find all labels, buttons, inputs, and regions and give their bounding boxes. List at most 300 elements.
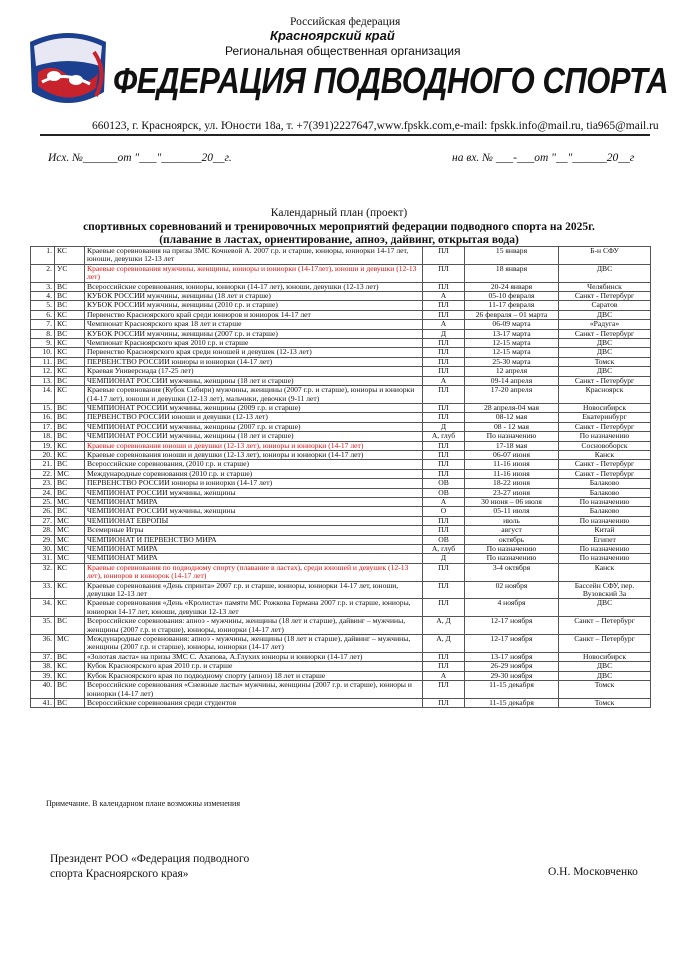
table-row bbox=[31, 339, 651, 348]
table-row bbox=[31, 507, 651, 516]
event-level: ВС bbox=[55, 652, 85, 661]
event-place: Санкт - Петербург bbox=[559, 329, 651, 338]
event-date: 18-22 июня bbox=[465, 479, 559, 488]
event-name: Всероссийские соревнования, юниоры, юниорки (14-17 лет), юноши, девушки (12-13 лет) bbox=[85, 282, 423, 291]
plan-subtitle-disciplines: (плавание в ластах, ориентирование, апноэ, дайвинг, открытая вода) bbox=[159, 234, 519, 246]
event-level: КС bbox=[55, 367, 85, 376]
event-place: «Радуга» bbox=[559, 320, 651, 329]
event-date: 11-16 июня bbox=[465, 469, 559, 478]
logo-emblem-icon bbox=[24, 22, 112, 118]
table-row bbox=[31, 292, 651, 301]
event-date: 08 - 12 мая bbox=[465, 422, 559, 431]
event-date: 23-27 июня bbox=[465, 488, 559, 497]
event-discipline: А bbox=[423, 292, 465, 301]
table-row bbox=[31, 488, 651, 497]
event-number: 35. bbox=[31, 617, 55, 635]
event-date: август bbox=[465, 526, 559, 535]
event-discipline: ПЛ bbox=[423, 301, 465, 310]
event-date: 11-15 декабря bbox=[465, 698, 559, 707]
event-date: По назначению bbox=[465, 554, 559, 563]
event-level: ВС bbox=[55, 681, 85, 699]
event-place: ДВС bbox=[559, 348, 651, 357]
event-place: По назначению bbox=[559, 497, 651, 506]
event-name: ЧЕМПИОНАТ РОССИИ мужчины, женщины (2009 г.р. и старше) bbox=[85, 403, 423, 412]
event-discipline: ПЛ bbox=[423, 563, 465, 581]
event-number: 8. bbox=[31, 329, 55, 338]
event-discipline: ПЛ bbox=[423, 413, 465, 422]
header-address: 660123, г. Красноярск, ул. Юности 18а, т. +7(391)2227647,www.fpskk.com,e-mail: fpskk.info@mail.ru, tia965@mail.ru bbox=[92, 120, 659, 132]
table-row bbox=[31, 422, 651, 431]
event-number: 34. bbox=[31, 599, 55, 617]
event-name: Всемирные Игры bbox=[85, 526, 423, 535]
table-row bbox=[31, 662, 651, 671]
event-number: 13. bbox=[31, 376, 55, 385]
event-name: ЧЕМПИОНАТ РОССИИ мужчины, женщины bbox=[85, 507, 423, 516]
event-place: Томск bbox=[559, 698, 651, 707]
event-name: ЧЕМПИОНАТ МИРА bbox=[85, 497, 423, 506]
event-level: ВС bbox=[55, 460, 85, 469]
event-name: Краевые соревнования мужчины, женщины, юниоры и юниорки (14-17лет), юноши и девушки (12-13 лет) bbox=[85, 264, 423, 282]
event-level: МС bbox=[55, 545, 85, 554]
event-discipline: ПЛ bbox=[423, 264, 465, 282]
table-row bbox=[31, 497, 651, 506]
event-level: ВС bbox=[55, 432, 85, 441]
event-name: Краевые соревнования (Кубок Сибири) мужчины, женщины (2007 г.р. и старше), юниоры и юниорки (14-17 лет), юноши и девушки (12-13 лет), мальчики, девочки (9-11 лет) bbox=[85, 386, 423, 404]
event-number: 7. bbox=[31, 320, 55, 329]
table-row bbox=[31, 413, 651, 422]
event-place: ДВС bbox=[559, 662, 651, 671]
event-date: 12-17 ноября bbox=[465, 617, 559, 635]
event-date: 06-09 марта bbox=[465, 320, 559, 329]
event-level: КС bbox=[55, 339, 85, 348]
table-row bbox=[31, 652, 651, 661]
event-number: 30. bbox=[31, 545, 55, 554]
event-place: Санкт – Петербург bbox=[559, 635, 651, 653]
event-place: По назначению bbox=[559, 432, 651, 441]
event-level: ВС bbox=[55, 698, 85, 707]
event-place: Саратов bbox=[559, 301, 651, 310]
event-place: Бассейн СФУ, пер. Вузовский 3а bbox=[559, 581, 651, 599]
event-number: 12. bbox=[31, 367, 55, 376]
event-level: МС bbox=[55, 516, 85, 525]
event-date: 25-30 марта bbox=[465, 357, 559, 366]
event-name: Чемпионат Красноярского края 18 лет и старше bbox=[85, 320, 423, 329]
table-row bbox=[31, 479, 651, 488]
event-number: 11. bbox=[31, 357, 55, 366]
event-discipline: Д bbox=[423, 329, 465, 338]
table-row bbox=[31, 554, 651, 563]
event-number: 31. bbox=[31, 554, 55, 563]
event-date: 08-12 мая bbox=[465, 413, 559, 422]
event-number: 6. bbox=[31, 310, 55, 319]
event-level: ВС bbox=[55, 488, 85, 497]
event-discipline: А, Д bbox=[423, 617, 465, 635]
event-level: КС bbox=[55, 662, 85, 671]
event-discipline: ОВ bbox=[423, 488, 465, 497]
event-name: ПЕРВЕНСТВО РОССИИ юниоры и юниорки (14-17 лет) bbox=[85, 357, 423, 366]
event-discipline: ПЛ bbox=[423, 681, 465, 699]
table-row bbox=[31, 376, 651, 385]
event-name: Краевые соревнования на призы ЗМС Кочневой А. 2007 г.р. и старше, юниоры, юниорки 14-17 лет, юноши, девушки 12-13 лет bbox=[85, 247, 423, 265]
event-number: 17. bbox=[31, 422, 55, 431]
event-number: 28. bbox=[31, 526, 55, 535]
event-discipline: А bbox=[423, 671, 465, 680]
event-number: 3. bbox=[31, 282, 55, 291]
event-date: 26-29 ноября bbox=[465, 662, 559, 671]
event-discipline: ПЛ bbox=[423, 403, 465, 412]
table-row bbox=[31, 460, 651, 469]
event-number: 19. bbox=[31, 441, 55, 450]
table-row bbox=[31, 671, 651, 680]
event-level: ВС bbox=[55, 282, 85, 291]
event-name: ЧЕМПИОНАТ РОССИИ мужчины, женщины (2007 г.р. и старше) bbox=[85, 422, 423, 431]
event-place: ДВС bbox=[559, 339, 651, 348]
event-place: Челябинск bbox=[559, 282, 651, 291]
event-discipline: ПЛ bbox=[423, 339, 465, 348]
event-place: ДВС bbox=[559, 310, 651, 319]
event-name: ЧЕМПИОНАТ МИРА bbox=[85, 554, 423, 563]
event-discipline: А bbox=[423, 320, 465, 329]
event-date: 06-07 июня bbox=[465, 450, 559, 459]
table-row bbox=[31, 535, 651, 544]
event-number: 26. bbox=[31, 507, 55, 516]
event-number: 41. bbox=[31, 698, 55, 707]
header-country: Российская федерация bbox=[290, 16, 401, 28]
event-discipline: А, глуб bbox=[423, 432, 465, 441]
outgoing-ref: Исх. №______от "___"_______20__г. bbox=[48, 152, 232, 164]
event-name: Международные соревнования: апноэ - мужчины, женщины (18 лет и старше), дайвинг – мужчины, женщины (2007 г.р. и старше), юниоры, юниорки (14-17 лет) bbox=[85, 635, 423, 653]
event-name: Краевые соревнования юноши и девушки (12-13 лет), юниоры и юниорки (14-17 лет) bbox=[85, 441, 423, 450]
event-place: Санкт - Петербург bbox=[559, 422, 651, 431]
event-date: 17-20 апреля bbox=[465, 386, 559, 404]
event-name: Краевая Универсиада (17-25 лет) bbox=[85, 367, 423, 376]
event-place: Томск bbox=[559, 681, 651, 699]
event-date: 13-17 марта bbox=[465, 329, 559, 338]
event-date: июль bbox=[465, 516, 559, 525]
event-level: КС bbox=[55, 563, 85, 581]
event-discipline: А, глуб bbox=[423, 545, 465, 554]
table-row bbox=[31, 469, 651, 478]
header-divider bbox=[40, 134, 650, 136]
event-level: КС bbox=[55, 450, 85, 459]
event-name: ПЕРВЕНСТВО РОССИИ юноши и девушки (12-13 лет) bbox=[85, 413, 423, 422]
event-place: Египет bbox=[559, 535, 651, 544]
header-region: Красноярский край bbox=[270, 28, 395, 43]
signature-position-line2: спорта Красноярского края» bbox=[50, 868, 189, 880]
table-row bbox=[31, 599, 651, 617]
event-number: 15. bbox=[31, 403, 55, 412]
event-number: 22. bbox=[31, 469, 55, 478]
event-level: КС bbox=[55, 441, 85, 450]
event-number: 9. bbox=[31, 339, 55, 348]
event-place: Б-н СФУ bbox=[559, 247, 651, 265]
event-name: КУБОК РОССИИ мужчины, женщины (18 лет и старше) bbox=[85, 292, 423, 301]
event-number: 40. bbox=[31, 681, 55, 699]
event-discipline: ПЛ bbox=[423, 450, 465, 459]
event-level: МС bbox=[55, 469, 85, 478]
event-level: МС bbox=[55, 497, 85, 506]
event-place: ДВС bbox=[559, 264, 651, 282]
event-place: ДВС bbox=[559, 599, 651, 617]
event-discipline: ПЛ bbox=[423, 441, 465, 450]
event-number: 38. bbox=[31, 662, 55, 671]
table-row bbox=[31, 698, 651, 707]
table-row bbox=[31, 617, 651, 635]
table-row bbox=[31, 264, 651, 282]
event-date: 05-10 февраля bbox=[465, 292, 559, 301]
event-name: Всероссийские соревнования среди студентов bbox=[85, 698, 423, 707]
event-name: Кубок Красноярского края 2010 г.р. и старше bbox=[85, 662, 423, 671]
table-row bbox=[31, 526, 651, 535]
table-row bbox=[31, 386, 651, 404]
event-place: Канск bbox=[559, 450, 651, 459]
event-name: Первенство Красноярского край среди юниоров и юниорок 14-17 лет bbox=[85, 310, 423, 319]
table-row bbox=[31, 441, 651, 450]
incoming-ref: на вх. № ___-___от "__"______20__г bbox=[452, 152, 635, 164]
event-name: КУБОК РОССИИ мужчины, женщины (2010 г.р. и старше) bbox=[85, 301, 423, 310]
event-date: По назначению bbox=[465, 545, 559, 554]
event-place: Красноярск bbox=[559, 386, 651, 404]
event-level: МС bbox=[55, 526, 85, 535]
event-name: Международные соревнования (2010 г.р. и старше) bbox=[85, 469, 423, 478]
event-level: ВС bbox=[55, 413, 85, 422]
event-number: 39. bbox=[31, 671, 55, 680]
event-name: ЧЕМПИОНАТ РОССИИ мужчины, женщины (18 лет и старше) bbox=[85, 376, 423, 385]
event-discipline: ПЛ bbox=[423, 282, 465, 291]
header-title: ФЕДЕРАЦИЯ ПОДВОДНОГО СПОРТА bbox=[113, 60, 669, 101]
event-number: 25. bbox=[31, 497, 55, 506]
event-date: 12-17 ноября bbox=[465, 635, 559, 653]
event-level: КС bbox=[55, 310, 85, 319]
signature-position-line1: Президент РОО «Федерация подводного bbox=[50, 853, 250, 865]
event-name: Всероссийские соревнования, (2010 г.р. и старше) bbox=[85, 460, 423, 469]
signature-name: О.Н. Московченко bbox=[548, 866, 638, 878]
event-date: 4 ноября bbox=[465, 599, 559, 617]
event-level: УС bbox=[55, 264, 85, 282]
event-discipline: ПЛ bbox=[423, 698, 465, 707]
table-row bbox=[31, 367, 651, 376]
event-date: 3-4 октября bbox=[465, 563, 559, 581]
event-discipline: А bbox=[423, 376, 465, 385]
event-level: ВС bbox=[55, 329, 85, 338]
event-number: 20. bbox=[31, 450, 55, 459]
event-number: 32. bbox=[31, 563, 55, 581]
event-level: ВС bbox=[55, 357, 85, 366]
event-discipline: ОВ bbox=[423, 479, 465, 488]
event-name: Краевые соревнования по подводному спорту (плавание в ластах), среди юношей и девушек (12-13 лет), юниоров и юниорок (14-17 лет) bbox=[85, 563, 423, 581]
event-discipline: О bbox=[423, 507, 465, 516]
event-level: КС bbox=[55, 247, 85, 265]
table-row bbox=[31, 282, 651, 291]
plan-subtitle: спортивных соревнований и тренировочных мероприятий федерации подводного спорта на 2025г. bbox=[83, 221, 595, 233]
event-name: Краевые соревнования юноши и девушки (12-13 лет), юниоры и юниорки (14-17 лет) bbox=[85, 450, 423, 459]
event-number: 27. bbox=[31, 516, 55, 525]
event-place: Балаково bbox=[559, 488, 651, 497]
event-date: 05-11 июля bbox=[465, 507, 559, 516]
event-name: Всероссийские соревнования «Снежные ласты» мужчины, женщины (2007 г.р. и старше), юниоры и юниорки (14-17 лет) bbox=[85, 681, 423, 699]
table-row bbox=[31, 310, 651, 319]
event-date: 29-30 ноября bbox=[465, 671, 559, 680]
event-name: Краевые соревнования «День спринта» 2007 г.р. и старше, юниоры, юниорки 14-17 лет, юноши, девушки 12-13 лет bbox=[85, 581, 423, 599]
table-row bbox=[31, 516, 651, 525]
event-place: ДВС bbox=[559, 367, 651, 376]
event-discipline: ПЛ bbox=[423, 581, 465, 599]
event-name: ЧЕМПИОНАТ ЕВРОПЫ bbox=[85, 516, 423, 525]
event-place: Санкт - Петербург bbox=[559, 292, 651, 301]
event-date: 12 апреля bbox=[465, 367, 559, 376]
event-level: ВС bbox=[55, 617, 85, 635]
event-number: 1. bbox=[31, 247, 55, 265]
event-level: ВС bbox=[55, 376, 85, 385]
event-name: Кубок Красноярского края по подводному спорту (апноэ) 18 лет и старше bbox=[85, 671, 423, 680]
event-place: Канск bbox=[559, 563, 651, 581]
plan-title: Календарный план (проект) bbox=[270, 207, 408, 219]
table-row bbox=[31, 301, 651, 310]
event-date: 09-14 апреля bbox=[465, 376, 559, 385]
event-number: 21. bbox=[31, 460, 55, 469]
event-name: ПЕРВЕНСТВО РОССИИ юниоры и юниорки (14-17 лет) bbox=[85, 479, 423, 488]
event-place: Санкт - Петербург bbox=[559, 460, 651, 469]
event-date: 12-15 марта bbox=[465, 339, 559, 348]
event-level: ВС bbox=[55, 301, 85, 310]
event-number: 5. bbox=[31, 301, 55, 310]
header-org-type: Региональная общественная организация bbox=[225, 44, 461, 58]
event-date: 30 июня – 06 июля bbox=[465, 497, 559, 506]
event-name: КУБОК РОССИИ мужчины, женщины (2007 г.р. и старше) bbox=[85, 329, 423, 338]
event-number: 14. bbox=[31, 386, 55, 404]
event-place: Балаково bbox=[559, 507, 651, 516]
event-date: 11-15 декабря bbox=[465, 681, 559, 699]
event-discipline: А bbox=[423, 497, 465, 506]
event-level: КС bbox=[55, 599, 85, 617]
event-discipline: ПЛ bbox=[423, 469, 465, 478]
event-number: 18. bbox=[31, 432, 55, 441]
event-level: КС bbox=[55, 348, 85, 357]
event-discipline: ПЛ bbox=[423, 526, 465, 535]
event-number: 16. bbox=[31, 413, 55, 422]
table-row bbox=[31, 329, 651, 338]
event-date: 15 января bbox=[465, 247, 559, 265]
event-date: 17-18 мая bbox=[465, 441, 559, 450]
event-number: 10. bbox=[31, 348, 55, 357]
table-row bbox=[31, 563, 651, 581]
event-discipline: ПЛ bbox=[423, 599, 465, 617]
event-date: 18 января bbox=[465, 264, 559, 282]
table-row bbox=[31, 357, 651, 366]
event-discipline: ПЛ bbox=[423, 652, 465, 661]
event-discipline: Д bbox=[423, 422, 465, 431]
table-row bbox=[31, 348, 651, 357]
event-place: Санкт - Петербург bbox=[559, 469, 651, 478]
table-row bbox=[31, 247, 651, 265]
event-discipline: ПЛ bbox=[423, 367, 465, 376]
event-discipline: ПЛ bbox=[423, 516, 465, 525]
event-level: КС bbox=[55, 386, 85, 404]
event-place: Санкт – Петербург bbox=[559, 617, 651, 635]
event-place: Томск bbox=[559, 357, 651, 366]
event-level: ВС bbox=[55, 422, 85, 431]
event-level: ВС bbox=[55, 507, 85, 516]
event-number: 24. bbox=[31, 488, 55, 497]
event-discipline: ПЛ bbox=[423, 357, 465, 366]
event-name: ЧЕМПИОНАТ МИРА bbox=[85, 545, 423, 554]
event-discipline: ПЛ bbox=[423, 348, 465, 357]
event-number: 29. bbox=[31, 535, 55, 544]
event-name: «Золотая ласта» на призы ЗМС С. Ахапова, А.Глухих юниоры и юниорки (14-17 лет) bbox=[85, 652, 423, 661]
event-level: МС bbox=[55, 554, 85, 563]
event-discipline: ПЛ bbox=[423, 247, 465, 265]
event-date: 12-15 марта bbox=[465, 348, 559, 357]
table-row bbox=[31, 432, 651, 441]
event-number: 37. bbox=[31, 652, 55, 661]
event-level: МС bbox=[55, 635, 85, 653]
table-row bbox=[31, 545, 651, 554]
event-number: 33. bbox=[31, 581, 55, 599]
event-place: Новосибирск bbox=[559, 403, 651, 412]
event-discipline: А, Д bbox=[423, 635, 465, 653]
event-discipline: ПЛ bbox=[423, 460, 465, 469]
federation-logo bbox=[24, 22, 112, 118]
event-date: 11-17 февраля bbox=[465, 301, 559, 310]
event-discipline: ПЛ bbox=[423, 386, 465, 404]
event-name: ЧЕМПИОНАТ РОССИИ мужчины, женщины bbox=[85, 488, 423, 497]
event-date: 20-24 января bbox=[465, 282, 559, 291]
event-number: 4. bbox=[31, 292, 55, 301]
calendar-table-body bbox=[31, 247, 651, 708]
event-name: Всероссийские соревнования: апноэ - мужчины, женщины (18 лет и старше), дайвинг – мужчины, женщины (2007 г.р. и старше), юниоры, юниорки (14-17 лет) bbox=[85, 617, 423, 635]
event-date: 11-16 июня bbox=[465, 460, 559, 469]
table-row bbox=[31, 635, 651, 653]
event-number: 36. bbox=[31, 635, 55, 653]
event-date: 02 ноября bbox=[465, 581, 559, 599]
event-place: По назначению bbox=[559, 545, 651, 554]
event-discipline: ПЛ bbox=[423, 662, 465, 671]
event-name: Первенство Красноярского края среди юношей и девушек (12-13 лет) bbox=[85, 348, 423, 357]
event-discipline: ПЛ bbox=[423, 310, 465, 319]
table-row bbox=[31, 681, 651, 699]
event-place: Китай bbox=[559, 526, 651, 535]
event-place: Екатеринбург bbox=[559, 413, 651, 422]
event-place: Санкт - Петербург bbox=[559, 376, 651, 385]
event-level: ВС bbox=[55, 403, 85, 412]
event-place: По назначению bbox=[559, 554, 651, 563]
calendar-note: Примечание. В календарном плане возможны изменения bbox=[46, 799, 241, 808]
event-name: ЧЕМПИОНАТ РОССИИ мужчины, женщины (18 лет и старше) bbox=[85, 432, 423, 441]
event-discipline: ОВ bbox=[423, 535, 465, 544]
event-level: МС bbox=[55, 535, 85, 544]
event-place: По назначению bbox=[559, 516, 651, 525]
event-level: ВС bbox=[55, 292, 85, 301]
table-row bbox=[31, 450, 651, 459]
event-name: Краевые соревнования «День «Кролиста» памяти МС Рожкова Германа 2007 г.р. и старше, юниоры, юниорки 14-17 лет, юноши, девушки 12-13 лет bbox=[85, 599, 423, 617]
event-place: ДВС bbox=[559, 671, 651, 680]
table-row bbox=[31, 581, 651, 599]
event-number: 2. bbox=[31, 264, 55, 282]
table-row bbox=[31, 403, 651, 412]
event-name: Чемпионат Красноярского края 2010 г.р. и старше bbox=[85, 339, 423, 348]
table-row bbox=[31, 320, 651, 329]
event-date: 28 апреля-04 мая bbox=[465, 403, 559, 412]
event-number: 23. bbox=[31, 479, 55, 488]
event-date: По назначению bbox=[465, 432, 559, 441]
event-level: КС bbox=[55, 320, 85, 329]
event-level: КС bbox=[55, 671, 85, 680]
event-place: Сосновоборск bbox=[559, 441, 651, 450]
event-level: ВС bbox=[55, 479, 85, 488]
event-name: ЧЕМПИОНАТ И ПЕРВЕНСТВО МИРА bbox=[85, 535, 423, 544]
event-place: Новосибирск bbox=[559, 652, 651, 661]
calendar-table bbox=[30, 246, 651, 708]
